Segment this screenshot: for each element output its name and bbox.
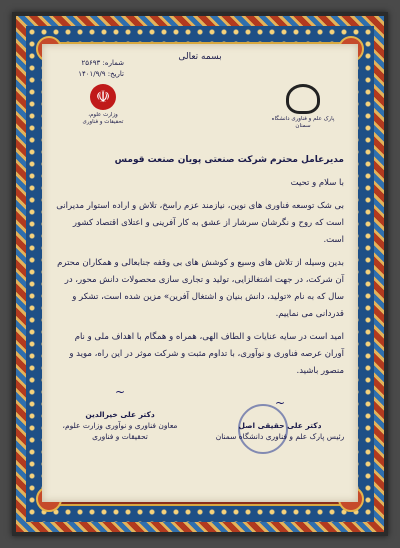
science-park-icon [286, 84, 320, 114]
addressee: مدیرعامل محترم شرکت صنعتی پویان صنعت قومس [114, 155, 344, 165]
park-logo [268, 84, 338, 130]
iran-emblem-icon: ☫ [90, 84, 116, 110]
greeting: با سلام و تحیت [290, 178, 344, 188]
signature-right-title: رئیس پارک علم و فناوری دانشگاه سمنان [215, 432, 345, 441]
ministry-logo [78, 84, 128, 126]
letter-body [56, 152, 344, 386]
signature-right-mark: ~ [274, 396, 286, 410]
park-caption: پارک علم و فناوری دانشگاه سمنان [271, 116, 335, 129]
signature-right-name: دکتر علی حقیقی اصل [238, 421, 322, 430]
paragraph-3: امید است در سایه عنایات و الطاف الهی، همراه و همگام با اهداف ملی و نام آوران عرصه فناوری و نوآوری، با تداوم مثبت و شرکت موثر در این راه، موید و منصور باشید. [69, 332, 344, 376]
ministry-caption: وزارت علوم، تحقیقات و فناوری [82, 112, 124, 125]
letter-date: تاریخ: ۱۴۰۱/۹/۹ [78, 70, 124, 78]
paragraph-2: بدین وسیله از تلاش های وسیع و کوشش های بی وقفه جنابعالی و همکاران محترم آن شرکت، در جهت اشتغالزایی، تولید و تجاری سازی محصولات دانش محور، در سال که به نام «تولید، دانش بنیان و اشتغال آفرین» مزین شده است، تشکر و قدردانی می نماییم. [57, 258, 344, 319]
paragraph-1: بی شک توسعه فناوری های نوین، نیازمند عزم راسخ، تلاش و اراده استوار مدیرانی است که روح و نگرشان سرشار از عشق به کار آفرینی و اعتلای اقتصاد کشور است. [56, 201, 344, 245]
letter-number: شماره: ۲۵۶۹۳ [81, 59, 124, 67]
signature-left-title: معاون فناوری و نوآوری وزارت علوم، تحقیقات و فناوری [62, 421, 178, 441]
certificate-paper [42, 44, 358, 502]
reference-block [54, 58, 124, 80]
signature-right [210, 398, 350, 442]
signature-left-mark: ~ [114, 385, 126, 399]
bismillah: بسمه تعالی [178, 52, 222, 62]
signature-left [50, 387, 190, 442]
signature-left-name: دکتر علی خیرالدین [85, 410, 155, 419]
